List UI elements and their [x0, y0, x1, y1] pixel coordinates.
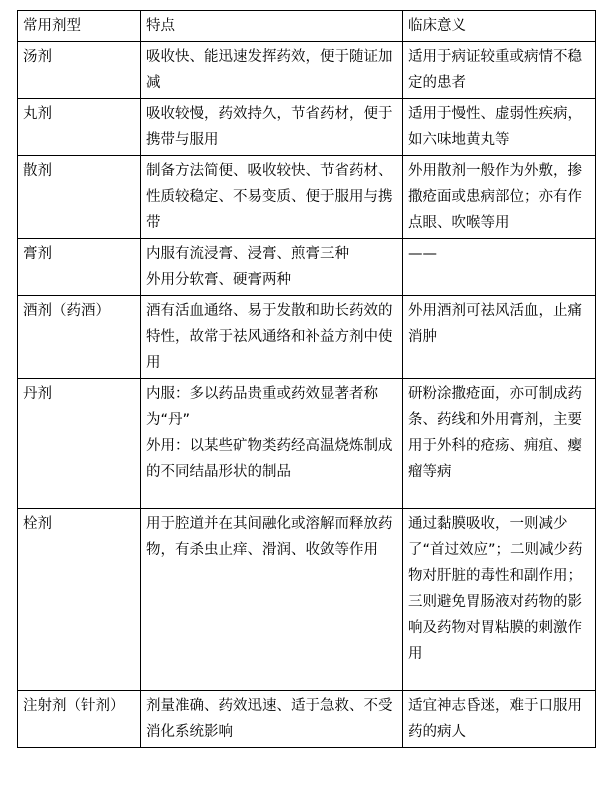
significance-line: ——: [408, 246, 437, 262]
feature-line: 吸收快、能迅速发挥药效，便于随证加减: [146, 49, 393, 91]
table-row: [18, 379, 596, 509]
header-form: 常用剂型: [18, 11, 141, 42]
cell-clinical-significance: [403, 239, 596, 296]
cell-dosage-form: 丹剂: [18, 379, 141, 509]
header-features: 特点: [141, 11, 403, 42]
cell-features: [141, 239, 403, 296]
cell-features: [141, 99, 403, 156]
cell-features: [141, 509, 403, 691]
cell-dosage-form: 酒剂（药酒）: [18, 296, 141, 379]
cell-features: [141, 156, 403, 239]
feature-line: 吸收较慢，药效持久，节省药材，便于携带与服用: [146, 106, 393, 148]
cell-dosage-form: 汤剂: [18, 42, 141, 99]
significance-line: 通过黏膜吸收，一则减少了“首过效应”；二则减少药物对肝脏的毒性和副作用；三则避免胃肠液对药物的影响及药物对胃粘膜的刺激作用: [408, 516, 583, 662]
cell-dosage-form: 散剂: [18, 156, 141, 239]
cell-dosage-form: 注射剂（针剂）: [18, 691, 141, 748]
table-row: [18, 156, 596, 239]
feature-line: 外用分软膏、硬膏两种: [146, 272, 291, 288]
cell-features: [141, 691, 403, 748]
cell-clinical-significance: [403, 691, 596, 748]
cell-clinical-significance: [403, 379, 596, 509]
table-body: [18, 42, 596, 748]
table-row: [18, 42, 596, 99]
cell-features: [141, 379, 403, 509]
header-row: [18, 11, 596, 42]
dosage-forms-table: [17, 10, 596, 748]
feature-line: 制备方法简便、吸收较快、节省药材、性质较稳定、不易变质、便于服用与携带: [146, 163, 393, 231]
cell-dosage-form: 栓剂: [18, 509, 141, 691]
feature-line: 内服：多以药品贵重或药效显著者称为“丹”: [146, 386, 378, 428]
feature-line: 内服有流浸膏、浸膏、煎膏三种: [146, 246, 349, 262]
table-row: [18, 509, 596, 691]
significance-line: 适用于病证较重或病情不稳定的患者: [408, 49, 582, 91]
cell-features: [141, 296, 403, 379]
cell-clinical-significance: [403, 296, 596, 379]
table-row: [18, 691, 596, 748]
cell-dosage-form: 丸剂: [18, 99, 141, 156]
table-row: [18, 296, 596, 379]
table-row: [18, 99, 596, 156]
feature-line: 外用：以某些矿物类药经高温烧炼制成的不同结晶形状的制品: [146, 438, 393, 480]
cell-features: [141, 42, 403, 99]
header-significance: 临床意义: [403, 11, 596, 42]
cell-clinical-significance: [403, 156, 596, 239]
feature-line: 用于腔道并在其间融化或溶解而释放药物，有杀虫止痒、滑润、收敛等作用: [146, 516, 393, 558]
cell-clinical-significance: [403, 42, 596, 99]
table-row: [18, 239, 596, 296]
cell-clinical-significance: [403, 99, 596, 156]
cell-clinical-significance: [403, 509, 596, 691]
significance-line: 适用于慢性、虚弱性疾病，如六味地黄丸等: [408, 106, 582, 148]
significance-line: 适宜神志昏迷，难于口服用药的病人: [408, 698, 582, 740]
cell-dosage-form: 膏剂: [18, 239, 141, 296]
significance-line: 外用酒剂可祛风活血，止痛消肿: [408, 303, 582, 345]
feature-line: 酒有活血通络、易于发散和助长药效的特性，故常于祛风通络和补益方剂中使用: [146, 303, 393, 371]
significance-line: 外用散剂一般作为外敷，掺撒疮面或患病部位；亦有作点眼、吹喉等用: [408, 163, 582, 231]
feature-line: 剂量准确、药效迅速、适于急救、不受消化系统影响: [146, 698, 393, 740]
significance-line: 研粉涂撒疮面，亦可制成药条、药线和外用膏剂，主要用于外科的疮疡、痈疽、瘿瘤等病: [408, 386, 582, 480]
